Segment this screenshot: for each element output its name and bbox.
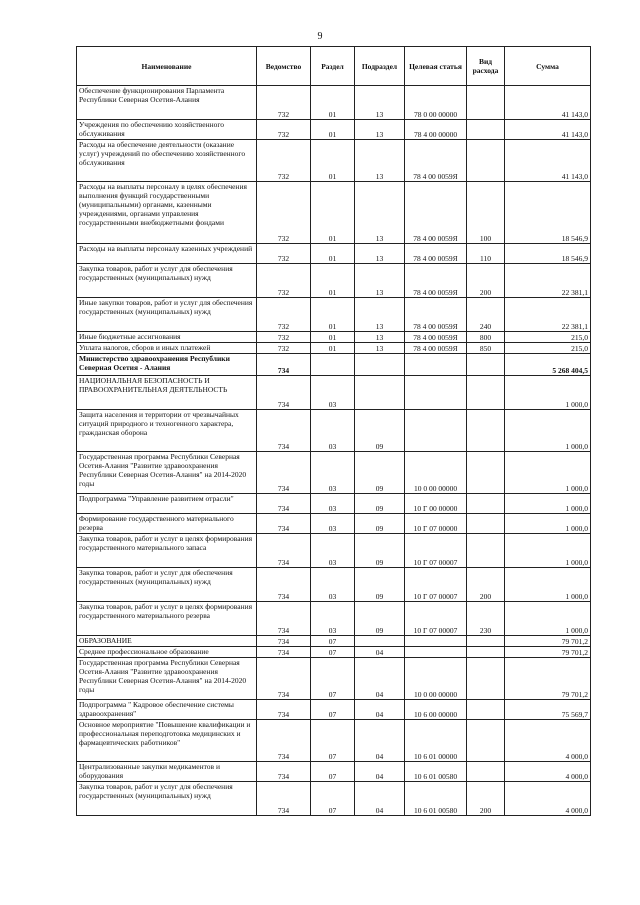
- cell-vid: [467, 376, 505, 410]
- cell-sum: 1 000,0: [505, 452, 591, 494]
- cell-statya: 10 Г 07 00007: [405, 602, 467, 636]
- cell-podrazdel: [355, 376, 405, 410]
- cell-vid: 200: [467, 782, 505, 816]
- cell-sum: 1 000,0: [505, 494, 591, 514]
- cell-sum: 18 546,9: [505, 182, 591, 244]
- cell-statya: 10 6 00 00000: [405, 700, 467, 720]
- cell-name: Закупка товаров, работ и услуг для обеспечения государственных (муниципальных) нужд: [77, 568, 257, 602]
- cell-vid: [467, 494, 505, 514]
- cell-podrazdel: 09: [355, 602, 405, 636]
- cell-statya: 78 4 00 0059Я: [405, 343, 467, 354]
- table-row: [77, 354, 591, 376]
- cell-razdel: 07: [311, 658, 355, 700]
- cell-name: Государственная программа Республики Северная Осетия-Алания "Развитие здравоохранения Республики Северная Осетия-Алания" на 2014-2020 годы: [77, 452, 257, 494]
- cell-dept: 734: [257, 720, 311, 762]
- cell-dept: 734: [257, 568, 311, 602]
- cell-statya: 78 4 00 0059Я: [405, 244, 467, 264]
- cell-razdel: 07: [311, 782, 355, 816]
- cell-razdel: 01: [311, 332, 355, 343]
- cell-name: Подпрограмма " Кадровое обеспечение системы здравоохранения": [77, 700, 257, 720]
- table-row: [77, 782, 591, 816]
- cell-dept: 732: [257, 140, 311, 182]
- cell-podrazdel: 04: [355, 647, 405, 658]
- cell-dept: 734: [257, 700, 311, 720]
- cell-vid: [467, 410, 505, 452]
- cell-razdel: 03: [311, 534, 355, 568]
- table-row: [77, 494, 591, 514]
- cell-razdel: 01: [311, 264, 355, 298]
- cell-statya: 10 0 00 00000: [405, 658, 467, 700]
- table-row: [77, 514, 591, 534]
- cell-podrazdel: [355, 354, 405, 376]
- cell-sum: 4 000,0: [505, 762, 591, 782]
- table-body: [77, 86, 591, 816]
- cell-vid: 240: [467, 298, 505, 332]
- cell-vid: [467, 86, 505, 120]
- table-row: [77, 182, 591, 244]
- cell-razdel: 03: [311, 494, 355, 514]
- table-header-row: [77, 47, 591, 86]
- cell-statya: 78 0 00 00000: [405, 86, 467, 120]
- cell-razdel: 01: [311, 244, 355, 264]
- page-number: 9: [317, 31, 323, 42]
- cell-vid: 230: [467, 602, 505, 636]
- cell-vid: 850: [467, 343, 505, 354]
- table-row: [77, 376, 591, 410]
- cell-razdel: 03: [311, 514, 355, 534]
- cell-statya: 78 4 00 0059Я: [405, 140, 467, 182]
- cell-name: Иные закупки товаров, работ и услуг для обеспечения государственных (муниципальных) нужд: [77, 298, 257, 332]
- cell-statya: [405, 354, 467, 376]
- column-header-statya: Целевая статья: [405, 47, 467, 86]
- cell-name: Закупка товаров, работ и услуг для обеспечения государственных (муниципальных) нужд: [77, 264, 257, 298]
- cell-name: Закупка товаров, работ и услуг в целях формирования государственного материального резерва: [77, 602, 257, 636]
- cell-vid: 100: [467, 182, 505, 244]
- cell-podrazdel: 13: [355, 140, 405, 182]
- cell-statya: [405, 410, 467, 452]
- cell-dept: 734: [257, 354, 311, 376]
- cell-razdel: 03: [311, 452, 355, 494]
- cell-sum: 79 701,2: [505, 647, 591, 658]
- cell-sum: 41 143,0: [505, 140, 591, 182]
- cell-podrazdel: 09: [355, 452, 405, 494]
- cell-statya: 78 4 00 0059Я: [405, 332, 467, 343]
- cell-podrazdel: 09: [355, 410, 405, 452]
- cell-razdel: 07: [311, 700, 355, 720]
- cell-vid: [467, 452, 505, 494]
- cell-dept: 734: [257, 647, 311, 658]
- cell-sum: 79 701,2: [505, 658, 591, 700]
- cell-statya: 78 4 00 0059Я: [405, 298, 467, 332]
- cell-sum: 1 000,0: [505, 514, 591, 534]
- cell-razdel: 03: [311, 568, 355, 602]
- cell-statya: [405, 636, 467, 647]
- table-row: [77, 332, 591, 343]
- cell-razdel: 03: [311, 602, 355, 636]
- cell-razdel: 01: [311, 140, 355, 182]
- cell-name: Централизованные закупки медикаментов и оборудования: [77, 762, 257, 782]
- cell-dept: 732: [257, 264, 311, 298]
- table-row: [77, 140, 591, 182]
- cell-vid: [467, 514, 505, 534]
- cell-podrazdel: 13: [355, 343, 405, 354]
- cell-dept: 734: [257, 636, 311, 647]
- table-row: [77, 264, 591, 298]
- column-header-podrazdel: Подраздел: [355, 47, 405, 86]
- column-header-sum: Сумма: [505, 47, 591, 86]
- cell-razdel: 03: [311, 410, 355, 452]
- cell-statya: [405, 376, 467, 410]
- cell-name: Расходы на выплаты персоналу казенных учреждений: [77, 244, 257, 264]
- cell-vid: [467, 762, 505, 782]
- cell-dept: 734: [257, 514, 311, 534]
- cell-dept: 734: [257, 452, 311, 494]
- cell-vid: [467, 354, 505, 376]
- cell-razdel: 01: [311, 120, 355, 140]
- cell-podrazdel: 13: [355, 332, 405, 343]
- table-row: [77, 343, 591, 354]
- cell-sum: 18 546,9: [505, 244, 591, 264]
- cell-statya: 10 6 01 00000: [405, 720, 467, 762]
- cell-podrazdel: 04: [355, 658, 405, 700]
- cell-name: Иные бюджетные ассигнования: [77, 332, 257, 343]
- cell-sum: 1 000,0: [505, 376, 591, 410]
- cell-podrazdel: 13: [355, 120, 405, 140]
- cell-sum: 215,0: [505, 343, 591, 354]
- cell-name: Основное мероприятие "Повышение квалификации и профессиональная переподготовка медицинских и фармацевтических работников": [77, 720, 257, 762]
- cell-name: Закупка товаров, работ и услуг для обеспечения государственных (муниципальных) нужд: [77, 782, 257, 816]
- cell-podrazdel: [355, 636, 405, 647]
- cell-dept: 732: [257, 120, 311, 140]
- cell-name: Расходы на выплаты персоналу в целях обеспечения выполнения функций государственными (муниципальными) органами, казенными учреждениями, органами управления государственными внебюджетными фондами: [77, 182, 257, 244]
- cell-razdel: 01: [311, 298, 355, 332]
- cell-dept: 732: [257, 332, 311, 343]
- cell-sum: 1 000,0: [505, 534, 591, 568]
- cell-podrazdel: 04: [355, 700, 405, 720]
- cell-podrazdel: 09: [355, 514, 405, 534]
- column-header-vid: Вид расхода: [467, 47, 505, 86]
- cell-statya: 10 0 00 00000: [405, 452, 467, 494]
- cell-vid: 200: [467, 264, 505, 298]
- cell-razdel: 01: [311, 86, 355, 120]
- cell-sum: 41 143,0: [505, 120, 591, 140]
- table-row: [77, 720, 591, 762]
- budget-table: [76, 46, 591, 816]
- cell-statya: [405, 647, 467, 658]
- cell-statya: 78 4 00 0059Я: [405, 182, 467, 244]
- cell-vid: 800: [467, 332, 505, 343]
- cell-vid: [467, 647, 505, 658]
- table-row: [77, 658, 591, 700]
- cell-podrazdel: 09: [355, 568, 405, 602]
- cell-podrazdel: 13: [355, 298, 405, 332]
- cell-dept: 734: [257, 762, 311, 782]
- table-row: [77, 410, 591, 452]
- cell-name: Расходы на обеспечение деятельности (оказание услуг) учреждений по обеспечению хозяйственного обслуживания: [77, 140, 257, 182]
- cell-sum: 4 000,0: [505, 720, 591, 762]
- cell-sum: 79 701,2: [505, 636, 591, 647]
- cell-name: Обеспечение функционирования Парламента Республики Северная Осетия-Алания: [77, 86, 257, 120]
- table-row: [77, 647, 591, 658]
- table-row: [77, 534, 591, 568]
- cell-razdel: [311, 354, 355, 376]
- cell-vid: 110: [467, 244, 505, 264]
- table-row: [77, 568, 591, 602]
- column-header-name: Наименование: [77, 47, 257, 86]
- cell-podrazdel: 13: [355, 86, 405, 120]
- cell-dept: 732: [257, 343, 311, 354]
- table-row: [77, 244, 591, 264]
- cell-statya: 10 6 01 00580: [405, 782, 467, 816]
- cell-dept: 732: [257, 182, 311, 244]
- cell-razdel: 07: [311, 636, 355, 647]
- cell-vid: [467, 720, 505, 762]
- table-row: [77, 120, 591, 140]
- cell-razdel: 07: [311, 762, 355, 782]
- table-row: [77, 636, 591, 647]
- cell-vid: [467, 636, 505, 647]
- cell-sum: 75 569,7: [505, 700, 591, 720]
- cell-statya: 10 Г 07 00007: [405, 568, 467, 602]
- cell-razdel: 01: [311, 343, 355, 354]
- cell-razdel: 07: [311, 647, 355, 658]
- cell-sum: 215,0: [505, 332, 591, 343]
- cell-podrazdel: 13: [355, 264, 405, 298]
- cell-name: Закупка товаров, работ и услуг в целях формирования государственного материального запаса: [77, 534, 257, 568]
- cell-sum: 41 143,0: [505, 86, 591, 120]
- cell-name: Подпрограмма "Управление развитием отрасли": [77, 494, 257, 514]
- table-row: [77, 298, 591, 332]
- cell-vid: [467, 140, 505, 182]
- cell-statya: 78 4 00 0059Я: [405, 264, 467, 298]
- cell-podrazdel: 04: [355, 720, 405, 762]
- cell-dept: 732: [257, 244, 311, 264]
- cell-statya: 10 Г 07 00000: [405, 514, 467, 534]
- cell-name: Уплата налогов, сборов и иных платежей: [77, 343, 257, 354]
- cell-sum: 1 000,0: [505, 410, 591, 452]
- cell-dept: 734: [257, 658, 311, 700]
- cell-podrazdel: 13: [355, 182, 405, 244]
- cell-sum: 5 268 404,5: [505, 354, 591, 376]
- cell-dept: 734: [257, 782, 311, 816]
- table-row: [77, 602, 591, 636]
- table-row: [77, 762, 591, 782]
- cell-vid: [467, 120, 505, 140]
- table-row: [77, 86, 591, 120]
- cell-razdel: 03: [311, 376, 355, 410]
- cell-dept: 732: [257, 86, 311, 120]
- cell-statya: 10 6 01 00580: [405, 762, 467, 782]
- cell-dept: 734: [257, 494, 311, 514]
- cell-dept: 732: [257, 298, 311, 332]
- cell-dept: 734: [257, 534, 311, 568]
- cell-podrazdel: 13: [355, 244, 405, 264]
- cell-statya: 10 Г 00 00000: [405, 494, 467, 514]
- column-header-dept: Ведомство: [257, 47, 311, 86]
- cell-dept: 734: [257, 410, 311, 452]
- table-row: [77, 452, 591, 494]
- cell-podrazdel: 04: [355, 782, 405, 816]
- cell-razdel: 01: [311, 182, 355, 244]
- cell-podrazdel: 09: [355, 494, 405, 514]
- cell-name: Формирование государственного материального резерва: [77, 514, 257, 534]
- cell-razdel: 07: [311, 720, 355, 762]
- cell-statya: 78 4 00 00000: [405, 120, 467, 140]
- cell-name: Учреждения по обеспечению хозяйственного обслуживания: [77, 120, 257, 140]
- cell-vid: [467, 658, 505, 700]
- cell-name: Среднее профессиональное образование: [77, 647, 257, 658]
- cell-statya: 10 Г 07 00007: [405, 534, 467, 568]
- cell-vid: [467, 534, 505, 568]
- cell-vid: 200: [467, 568, 505, 602]
- cell-sum: 4 000,0: [505, 782, 591, 816]
- cell-vid: [467, 700, 505, 720]
- cell-sum: 22 381,1: [505, 298, 591, 332]
- cell-podrazdel: 04: [355, 762, 405, 782]
- cell-podrazdel: 09: [355, 534, 405, 568]
- cell-sum: 22 381,1: [505, 264, 591, 298]
- column-header-razdel: Раздел: [311, 47, 355, 86]
- cell-sum: 1 000,0: [505, 602, 591, 636]
- cell-name: Защита населения и территории от чрезвычайных ситуаций природного и техногенного характера, гражданская оборона: [77, 410, 257, 452]
- cell-name: Государственная программа Республики Северная Осетия-Алания "Развитие здравоохранения Республики Северная Осетия-Алания" на 2014-2020 годы: [77, 658, 257, 700]
- cell-name: Министерство здравоохранения Республики Северная Осетия - Алания: [77, 354, 257, 376]
- cell-dept: 734: [257, 602, 311, 636]
- cell-sum: 1 000,0: [505, 568, 591, 602]
- cell-name: ОБРАЗОВАНИЕ: [77, 636, 257, 647]
- cell-name: НАЦИОНАЛЬНАЯ БЕЗОПАСНОСТЬ И ПРАВООХРАНИТЕЛЬНАЯ ДЕЯТЕЛЬНОСТЬ: [77, 376, 257, 410]
- cell-dept: 734: [257, 376, 311, 410]
- table-row: [77, 700, 591, 720]
